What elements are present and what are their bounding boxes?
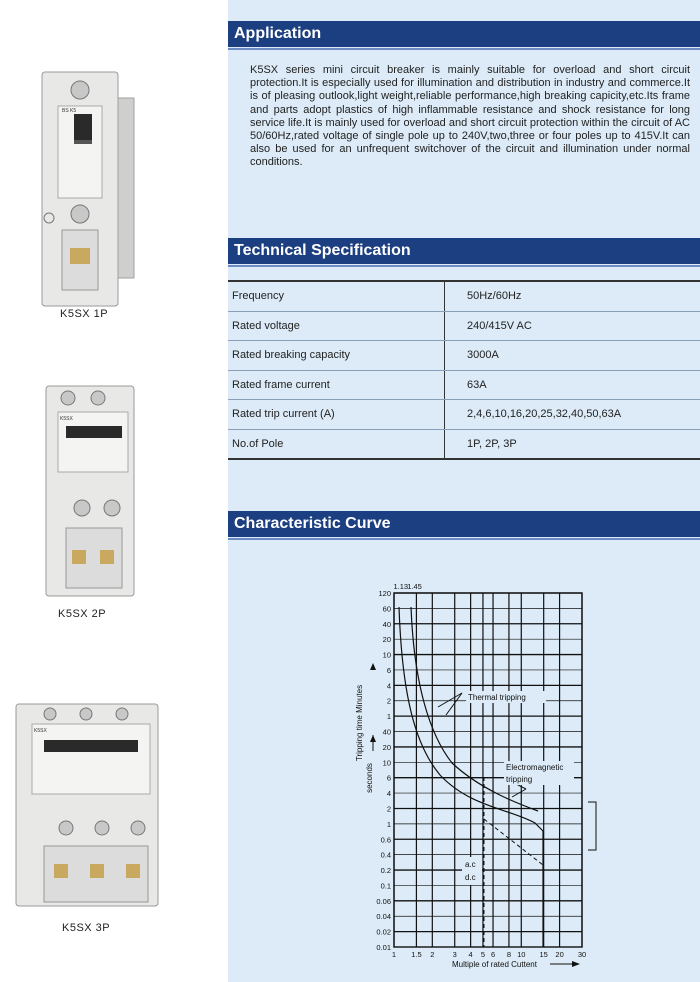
y-tick-label: 0.2	[380, 866, 391, 876]
y-tick-label: 0.02	[376, 927, 391, 937]
thermal-pointer	[446, 693, 462, 715]
y-tick-label: 6	[386, 773, 391, 783]
table-row	[228, 370, 700, 400]
x-tick-label: 1.5	[411, 950, 422, 959]
y-tick-label: 60	[382, 604, 391, 614]
y-tick-label: 2	[386, 804, 391, 814]
x-axis-label: Multiple of rated Cuttent	[452, 960, 537, 969]
spec-label: Rated voltage	[228, 311, 445, 341]
y-tick-label: 1	[386, 819, 391, 829]
x-tick-label: 8	[506, 950, 512, 959]
up-arrow-icon	[370, 663, 376, 670]
spec-label: Frequency	[228, 281, 445, 311]
x-tick-label: 1	[391, 950, 397, 959]
table-row	[228, 281, 700, 311]
y-tick-label: 0.06	[376, 896, 391, 906]
ac-label: a.c	[465, 860, 476, 869]
y-tick-label: 10	[382, 650, 391, 660]
breaker-label: K5SX	[34, 728, 47, 734]
spec-value: 1P, 2P, 3P	[445, 429, 700, 459]
x-tick-label: 6	[490, 950, 496, 959]
application-heading: Application	[228, 21, 700, 47]
x-tick-label: 4	[468, 950, 473, 959]
spec-value: 50Hz/60Hz	[445, 281, 700, 311]
spec-value: 240/415V AC	[445, 311, 700, 341]
y-tick-label: 2	[386, 696, 391, 706]
characteristic-curve-diagram	[340, 575, 620, 975]
top-tick-label: 1.13	[393, 582, 409, 591]
y-tick-label: 0.1	[380, 881, 391, 891]
product-caption-2p: K5SX 2P	[58, 608, 107, 620]
product-column	[0, 0, 228, 982]
y-tick-label: 40	[382, 727, 391, 737]
right-arrow-icon	[572, 961, 580, 967]
electromagnetic-label-line1: Electromagnetic	[506, 763, 564, 772]
x-tick-label: 10	[517, 950, 526, 959]
y-tick-label: 4	[386, 789, 391, 799]
y-tick-label: 20	[382, 742, 391, 752]
spec-heading: Technical Specification	[228, 238, 700, 264]
bracket-icon	[588, 802, 596, 850]
spec-value: 3000A	[445, 341, 700, 371]
y-axis-label-minutes: Tripping time Minutes	[355, 684, 364, 762]
spec-value: 2,4,6,10,16,20,25,32,40,50,63A	[445, 400, 700, 430]
electromagnetic-label-line2: tripping	[506, 775, 533, 784]
dc-label: d.c	[465, 873, 476, 882]
y-tick-label: 0.04	[376, 912, 391, 922]
spec-label: Rated breaking capacity	[228, 341, 445, 371]
application-text: K5SX series mini circuit breaker is mainly suitable for overload and short circuit protection.It is especially used for illumination and distribution in industry and commerce.It is of pleasing outlook,light weight,reliable performance,high breaking capicity,etc.Its frame and parts adopt plastics of high inflammable resistance and shock resistance for long service life.It is mainly used for overload and short circuit protection within the circuit of AC 50/60Hz,rated voltage of single pole up to 240V,two,three or four poles up to 415V.It can also be used for an unfrequent switchover of the circuit and illumination under normal conditions.	[250, 64, 690, 169]
y-tick-label: 10	[382, 758, 391, 768]
x-tick-label: 5	[480, 950, 486, 959]
breaker-1p-image	[36, 68, 140, 312]
breaker-2p-image	[38, 384, 142, 602]
product-caption-3p: K5SX 3P	[62, 922, 111, 934]
breaker-3p-image	[10, 700, 162, 912]
y-tick-label: 6	[386, 665, 391, 675]
breaker-label: BS K5	[62, 108, 77, 114]
product-caption-1p: K5SX 1P	[60, 308, 109, 320]
y-tick-label: 0.6	[380, 835, 391, 845]
y-tick-label: 4	[386, 681, 391, 691]
x-tick-label: 15	[539, 950, 548, 959]
y-tick-label: 20	[382, 635, 391, 645]
table-row	[228, 400, 700, 430]
x-tick-label: 3	[452, 950, 457, 959]
spec-value: 63A	[445, 370, 700, 400]
table-row	[228, 341, 700, 371]
x-tick-label: 30	[577, 950, 587, 959]
x-tick-label: 20	[555, 950, 564, 959]
spec-label: No.of Pole	[228, 429, 445, 459]
curve-heading: Characteristic Curve	[228, 511, 700, 537]
top-tick-label: 1.45	[407, 582, 422, 591]
table-row	[228, 311, 700, 341]
table-row	[228, 429, 700, 459]
y-tick-label: 40	[382, 619, 391, 629]
spec-label: Rated trip current (A)	[228, 400, 445, 430]
spec-table	[228, 280, 700, 460]
y-tick-label: 1	[386, 712, 391, 722]
y-tick-label: 120	[378, 589, 391, 598]
thermal-pointer	[438, 693, 462, 707]
spec-label: Rated frame current	[228, 370, 445, 400]
y-axis-label-seconds: seconds	[365, 763, 374, 793]
x-tick-label: 2	[430, 950, 435, 959]
y-tick-label: 0.4	[380, 850, 391, 860]
y-tick-label: 0.01	[376, 943, 391, 952]
breaker-label: K5SX	[60, 416, 73, 422]
thermal-tripping-label: Thermal tripping	[468, 693, 526, 702]
